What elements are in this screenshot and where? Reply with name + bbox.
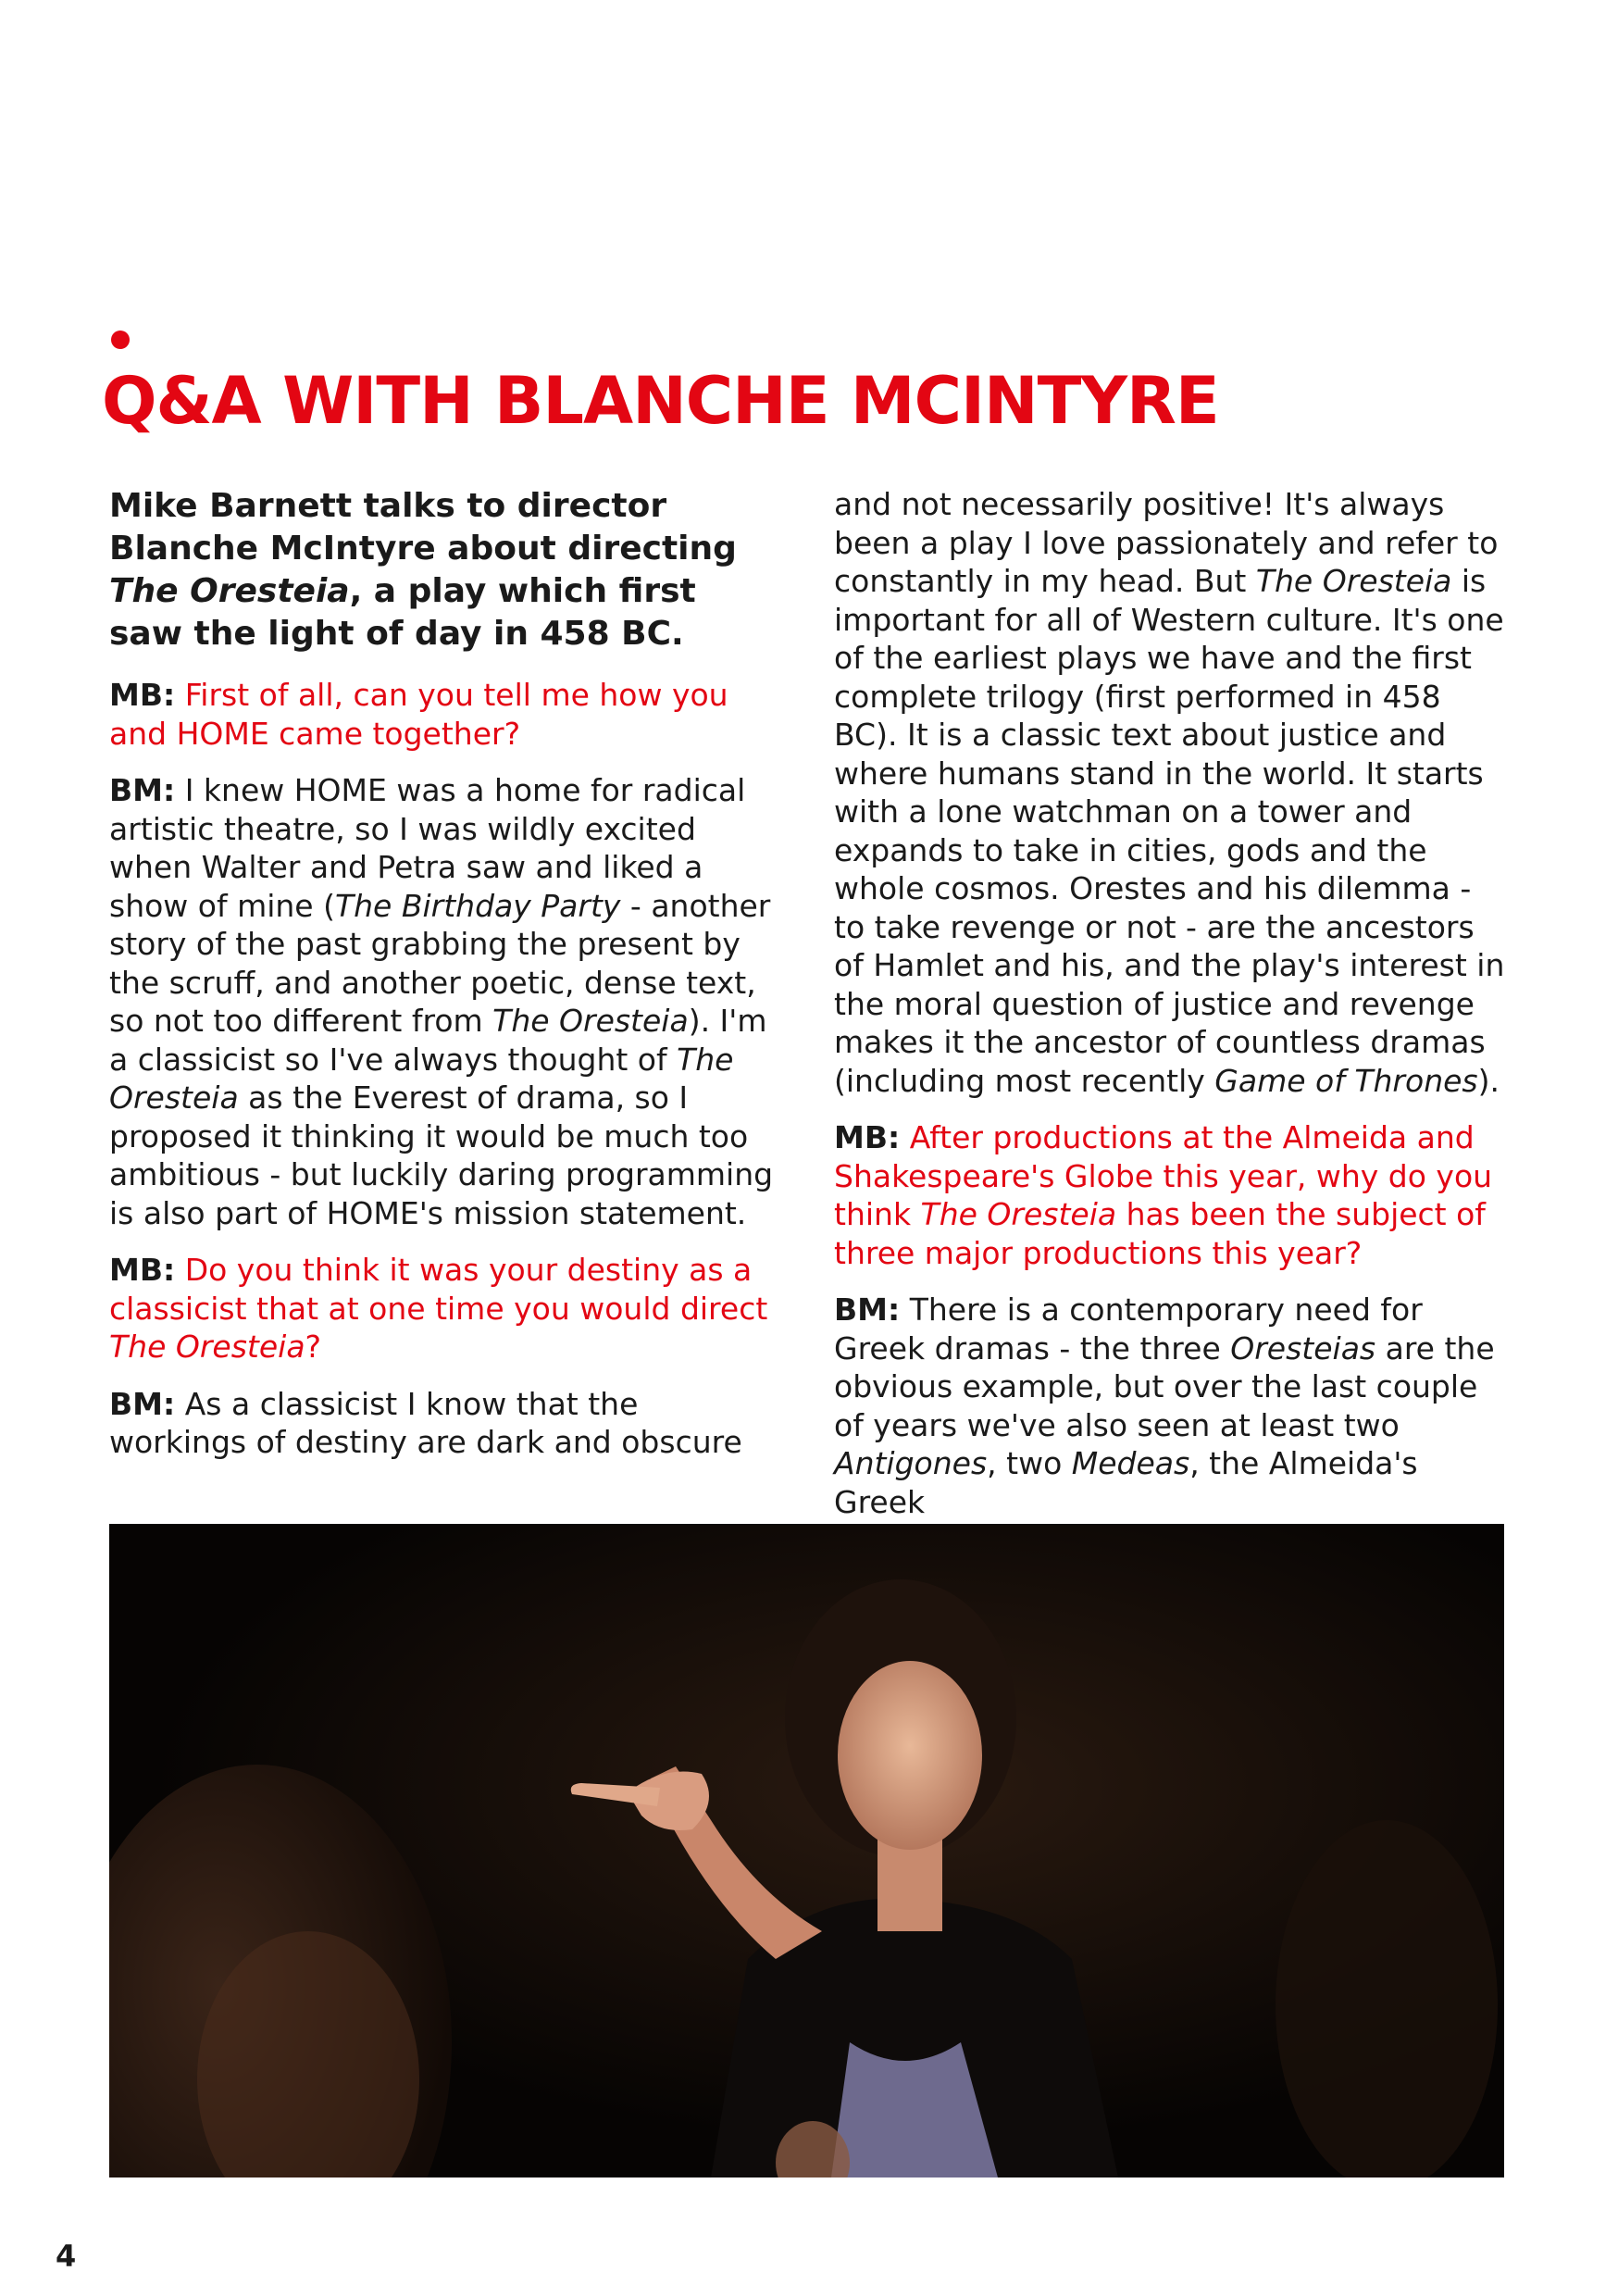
article-column-right [834, 485, 1505, 1540]
answer-1: BM: I knew HOME was a home for radical artistic theatre, so I was wildly excited when Walter and Petra saw and liked a show of mine (The Birthday Party - another story of the past grabbing the present by the scruff, and another poetic, dense text, so not too different from The Oresteia). I'm a classicist so I've always thought of The Oresteia as the Everest of drama, so I proposed it thinking it would be much too ambitious - but luckily daring programming is also part of HOME's mission statement. [109, 772, 774, 1231]
speaker-label-bm: BM: [109, 772, 176, 808]
question-1: MB: First of all, can you tell me how you and HOME came together? [109, 677, 728, 752]
speaker-label-bm: BM: [834, 1292, 901, 1328]
answer-2: BM: As a classicist I know that the workings of destiny are dark and obscure [109, 1385, 742, 1460]
speaker-label-mb: MB: [834, 1119, 901, 1155]
question-3: MB: After productions at the Almeida and Shakespeare's Globe this year, why do you think The Oresteia has been the subject of three major productions this year? [834, 1119, 1493, 1271]
answer-3: BM: There is a contemporary need for Greek dramas - the three Oresteias are the obvious example, but over the last couple of years we've also seen at least two Antigones, two Medeas, the Almeida's Greek [834, 1292, 1495, 1520]
article-column-left [109, 485, 780, 1480]
red-dot-icon [111, 331, 130, 349]
page-title: Q&A WITH BLANCHE MCINTYRE [102, 363, 1219, 439]
answer-2-continued: and not necessarily positive! It's always been a play I love passionately and refer to constantly in my head. But The Oresteia is important for all of Western culture. It's one of the earliest plays we have and the first complete trilogy (first performed in 458 BC). It is a classic text about justice and where humans stand in the world. It starts with a lone watchman on a tower and expands to take in cities, gods and the whole cosmos. Orestes and his dilemma - to take revenge or not - are the ancestors of Hamlet and his, and the play's interest in the moral question of justice and revenge makes it the ancestor of countless dramas (including most recently Game of Thrones). [834, 486, 1505, 1099]
rehearsal-photo-image [109, 1524, 1504, 2177]
speaker-label-mb: MB: [109, 1252, 176, 1288]
question-2: MB: Do you think it was your destiny as a classicist that at one time you would direct The Oresteia? [109, 1252, 768, 1365]
speaker-label-mb: MB: [109, 677, 176, 713]
rehearsal-photo [109, 1524, 1504, 2177]
page-number: 4 [56, 2239, 77, 2274]
intro-paragraph: Mike Barnett talks to director Blanche McIntyre about directing The Oresteia, a play which first saw the light of day in 458 BC. [109, 487, 737, 653]
